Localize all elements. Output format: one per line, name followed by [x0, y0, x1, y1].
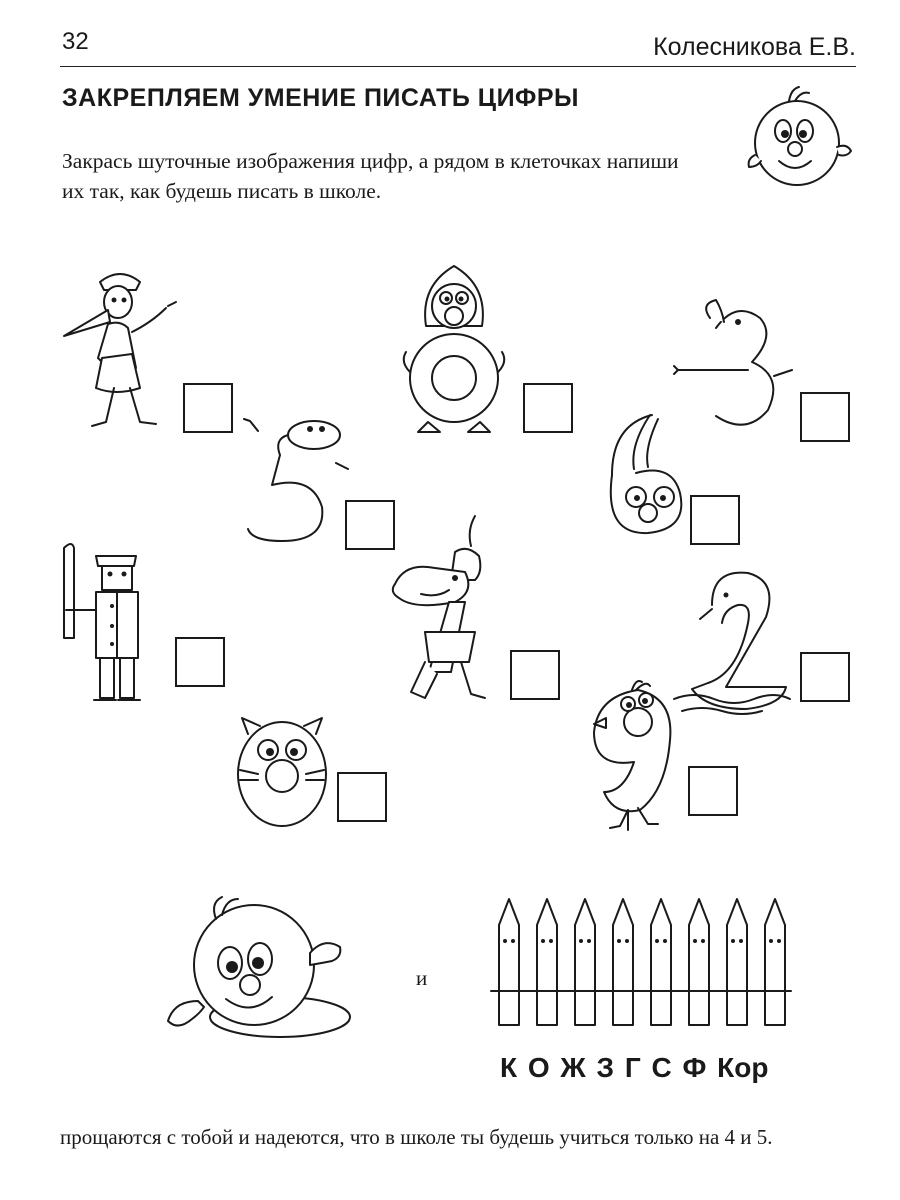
answer-box-9[interactable] — [688, 766, 738, 816]
pencil-letters: К О Ж З Г С Ф Кор — [500, 1052, 769, 1083]
cat-zero-icon — [232, 714, 332, 832]
hat-six-icon — [592, 405, 692, 540]
swan-two-icon — [672, 565, 792, 715]
conjunction-text: и — [416, 966, 428, 990]
instruction-text: Закрась шуточные изображения цифр, а рядом в клеточках напиши их так, как будешь писать в школе. — [62, 149, 679, 203]
bird-three-icon — [676, 298, 796, 438]
answer-box-2[interactable] — [800, 652, 850, 702]
kolobok-mascot-icon — [745, 85, 855, 195]
pencils-group-icon — [485, 895, 790, 1045]
answer-box-0[interactable] — [337, 772, 387, 822]
policeman-four-icon — [52, 540, 172, 710]
answer-box-4[interactable] — [175, 637, 225, 687]
page-title: ЗАКРЕПЛЯЕМ УМЕНИЕ ПИСАТЬ ЦИФРЫ — [62, 84, 580, 112]
answer-box-7[interactable] — [510, 650, 560, 700]
answer-box-3[interactable] — [800, 392, 850, 442]
answer-box-6[interactable] — [690, 495, 740, 545]
answer-box-8[interactable] — [523, 383, 573, 433]
umbrella-lady-icon — [60, 262, 190, 437]
genie-seven-icon — [385, 512, 505, 712]
chick-nine-icon — [588, 676, 678, 836]
header-divider — [60, 66, 856, 67]
doll-eight-icon — [398, 262, 513, 437]
answer-box-1[interactable] — [183, 383, 233, 433]
author-name: Колесникова Е.В. — [653, 33, 856, 61]
footer-text: прощаются с тобой и надеются, что в школе ты будешь учиться только на 4 и 5. — [60, 1125, 773, 1149]
page-number: 32 — [62, 28, 89, 55]
snake-five-icon — [240, 405, 350, 550]
kolobok-waving-icon — [160, 893, 360, 1043]
